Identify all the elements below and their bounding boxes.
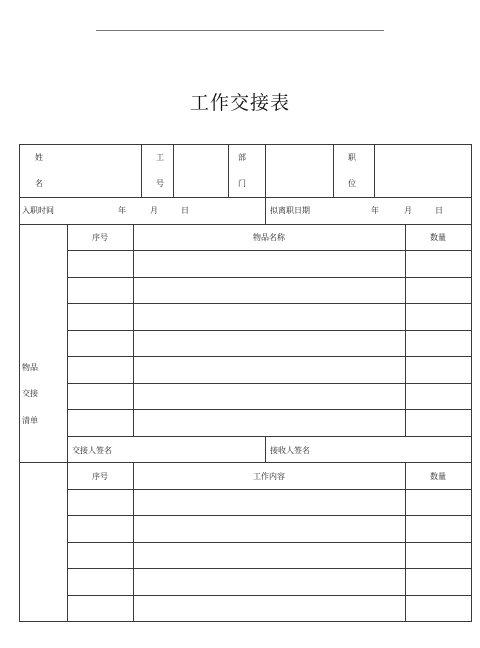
column-line xyxy=(133,462,134,622)
row-line xyxy=(67,542,472,543)
handover-signature-label: 交接人签名 xyxy=(72,446,112,455)
position-label-bottom: 位 xyxy=(348,179,356,188)
items-side-label-3: 清单 xyxy=(22,416,38,425)
name-label-top: 姓 xyxy=(35,153,43,162)
items-name-header: 物品名称 xyxy=(253,233,285,242)
row-line xyxy=(67,277,472,278)
row-line xyxy=(67,383,472,384)
department-label-bottom: 门 xyxy=(238,179,246,188)
handover-form-table xyxy=(19,144,472,624)
leave-date-label: 拟离职日期 xyxy=(270,206,310,215)
work-content-header: 工作内容 xyxy=(253,472,285,481)
join-year-label: 年 xyxy=(118,206,126,215)
table-border-top xyxy=(19,144,472,145)
row-line xyxy=(67,356,472,357)
work-qty-header: 数量 xyxy=(430,472,446,481)
row-line xyxy=(67,515,472,516)
items-side-label-2: 交接 xyxy=(22,389,38,398)
column-line xyxy=(228,144,229,197)
row-line xyxy=(67,409,472,410)
name-label-bottom: 名 xyxy=(35,179,43,188)
row-line xyxy=(67,436,472,437)
row-line xyxy=(67,303,472,304)
column-line xyxy=(133,224,134,436)
work-seq-header: 序号 xyxy=(92,472,108,481)
department-label-top: 部 xyxy=(238,153,246,162)
row-line xyxy=(67,595,472,596)
join-date-label: 入职时间 xyxy=(22,206,54,215)
form-title: 工作交接表 xyxy=(189,92,290,114)
join-month-label: 月 xyxy=(150,206,158,215)
column-line xyxy=(405,462,406,622)
employee-id-label-top: 工 xyxy=(156,153,164,162)
leave-day-label: 日 xyxy=(435,206,443,215)
row-line xyxy=(67,250,472,251)
receiver-signature-label: 接收人签名 xyxy=(270,446,310,455)
join-day-label: 日 xyxy=(181,206,189,215)
row-line xyxy=(67,489,472,490)
row-line xyxy=(19,197,472,198)
leave-year-label: 年 xyxy=(371,206,379,215)
items-side-label-1: 物品 xyxy=(22,363,38,372)
row-line xyxy=(67,568,472,569)
employee-id-label-bottom: 号 xyxy=(156,179,164,188)
column-line xyxy=(67,224,68,622)
column-line xyxy=(141,144,142,197)
column-line xyxy=(374,144,375,197)
items-seq-header: 序号 xyxy=(92,233,108,242)
table-border-left xyxy=(19,144,20,622)
column-line xyxy=(173,144,174,197)
leave-month-label: 月 xyxy=(404,206,412,215)
column-line xyxy=(405,224,406,436)
column-line xyxy=(333,144,334,197)
column-line xyxy=(265,144,266,197)
position-label-top: 职 xyxy=(348,153,356,162)
top-divider-line xyxy=(96,30,384,31)
row-line xyxy=(67,330,472,331)
table-border-right xyxy=(471,144,472,622)
column-line xyxy=(265,197,266,224)
items-qty-header: 数量 xyxy=(430,233,446,242)
column-line xyxy=(265,436,266,462)
